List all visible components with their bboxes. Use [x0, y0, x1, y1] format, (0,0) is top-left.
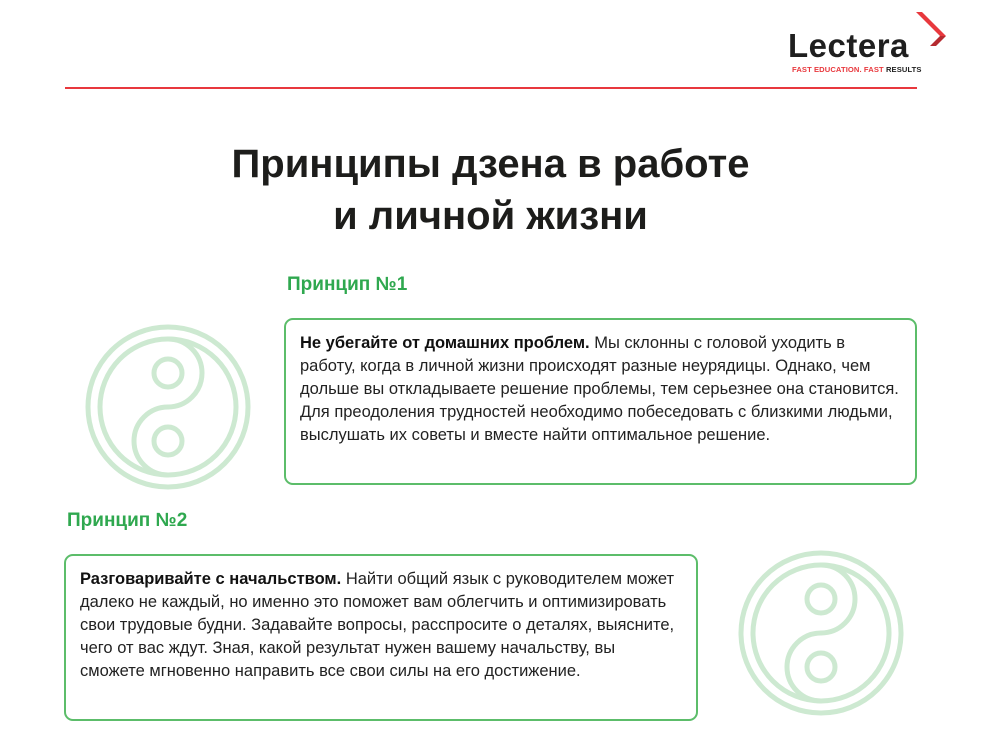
logo-wordmark: Lectera	[788, 27, 909, 64]
yin-yang-icon	[83, 322, 253, 492]
page-title-line-2: и личной жизни	[333, 194, 648, 238]
header-divider	[65, 87, 917, 89]
principle-1-heading: Принцип №1	[287, 274, 408, 295]
principle-1-card	[284, 318, 917, 485]
principle-2-heading: Принцип №2	[67, 510, 188, 531]
page-title	[0, 138, 981, 242]
page-title-line-1: Принципы дзена в работе	[231, 142, 750, 186]
principle-2-card	[64, 554, 698, 721]
principle-1-text: Мы склонны с головой уходить в работу, когда в личной жизни происходят разные неурядицы. Однако, чем дольше вы откладываете решение проблемы, тем серьезнее она становится. Для преодоления трудностей необходимо побеседовать с близкими людьми, выслушать их советы и вместе найти оптимальное решение.	[300, 334, 899, 444]
logo-chevron-icon	[910, 12, 946, 46]
principle-2-lead: Разговаривайте с начальством.	[80, 570, 342, 588]
yin-yang-icon	[736, 548, 906, 718]
principle-1-lead: Не убегайте от домашних проблем.	[300, 334, 590, 352]
lectera-logo[interactable]	[788, 12, 948, 78]
logo-tagline: FAST EDUCATION. FAST RESULTS	[792, 65, 922, 74]
principle-2-text: Найти общий язык с руководителем может далеко не каждый, но именно это поможет вам облегчить и оптимизировать свои трудовые будни. Задавайте вопросы, расспросите о деталях, выясните, чего от вас ждут. Зная, какой результат нужен вашему начальству, вы сможете мгновенно направить все свои силы на его достижение.	[80, 570, 675, 680]
